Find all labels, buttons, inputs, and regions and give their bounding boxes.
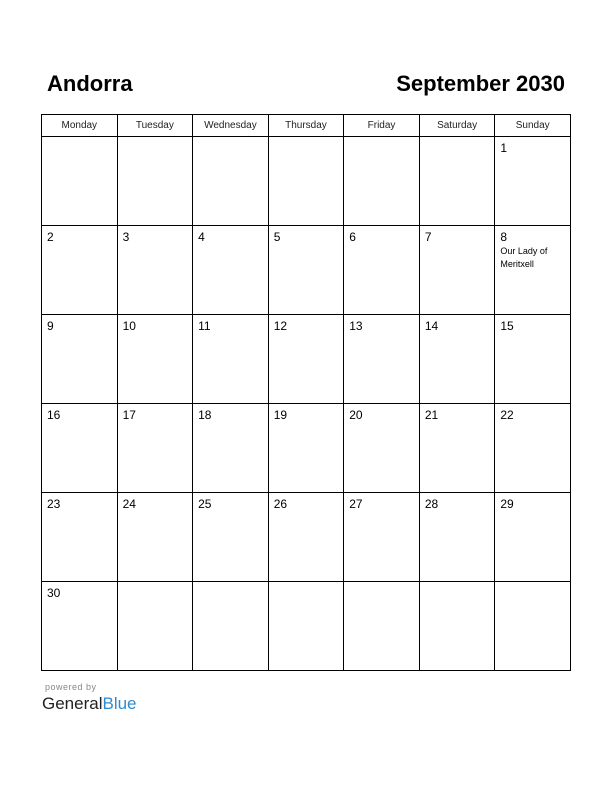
day-number: 27: [349, 497, 363, 511]
day-number: 29: [500, 497, 514, 511]
day-number: 17: [122, 408, 136, 422]
day-cell: [419, 404, 495, 493]
day-number: 14: [424, 319, 439, 333]
day-number: 13: [349, 319, 363, 333]
day-cell: [117, 137, 193, 226]
day-number: 16: [47, 408, 61, 422]
day-cell: [268, 315, 344, 404]
day-cell: [268, 226, 344, 315]
powered-by-label: powered by: [45, 682, 97, 692]
weekday-sunday: Sunday: [495, 115, 571, 137]
day-cell: [344, 404, 420, 493]
day-number: 12: [273, 319, 288, 333]
day-number: 20: [349, 408, 363, 422]
day-number: 7: [424, 230, 432, 244]
day-number: 21: [424, 408, 439, 422]
day-number: 6: [349, 230, 356, 244]
day-cell: [42, 493, 118, 582]
holiday-label: Our Lady of Meritxell: [500, 246, 548, 269]
day-cell: [42, 315, 118, 404]
day-cell: [193, 582, 269, 671]
country-title: Andorra: [47, 71, 133, 96]
weekday-tuesday: Tuesday: [117, 115, 193, 137]
day-cell: [193, 137, 269, 226]
day-number: [344, 582, 419, 587]
day-number: 28: [424, 497, 439, 511]
calendar-grid: [41, 114, 571, 671]
day-number: 30: [47, 586, 61, 600]
day-number: [420, 582, 495, 587]
day-cell: [117, 315, 193, 404]
week-row: [42, 582, 571, 671]
day-number: [193, 582, 268, 587]
weekday-header-row: [42, 115, 571, 137]
day-cell: [268, 404, 344, 493]
day-cell: [42, 404, 118, 493]
day-cell: [117, 582, 193, 671]
day-cell: [268, 137, 344, 226]
day-number: 3: [122, 230, 130, 244]
day-cell: [268, 582, 344, 671]
day-cell: [193, 315, 269, 404]
day-cell: [117, 493, 193, 582]
week-row: [42, 315, 571, 404]
day-cell: [42, 137, 118, 226]
week-row: [42, 226, 571, 315]
day-number: 5: [273, 230, 281, 244]
day-cell: [42, 226, 118, 315]
day-number: [118, 137, 193, 142]
month-title: September 2030: [396, 71, 565, 96]
footer-branding: [42, 682, 137, 715]
week-row: [42, 404, 571, 493]
day-number: 19: [273, 408, 288, 422]
day-number: 8: [500, 230, 508, 244]
day-number: 4: [198, 230, 205, 244]
day-cell: [419, 493, 495, 582]
day-number: [344, 137, 419, 142]
week-row: [42, 137, 571, 226]
day-cell: [495, 137, 571, 226]
day-number: 23: [47, 497, 61, 511]
day-cell: [268, 493, 344, 582]
weekday-wednesday: Wednesday: [193, 115, 269, 137]
day-cell: [495, 404, 571, 493]
day-cell: [193, 404, 269, 493]
day-cell: [193, 226, 269, 315]
day-number: 2: [47, 230, 54, 244]
day-cell: [117, 404, 193, 493]
weekday-saturday: Saturday: [419, 115, 495, 137]
day-number: 25: [198, 497, 212, 511]
day-number: [193, 137, 268, 142]
brand-blue-text: Blue: [102, 694, 137, 713]
day-number: 10: [122, 319, 136, 333]
weekday-thursday: Thursday: [268, 115, 344, 137]
day-number: 26: [273, 497, 288, 511]
day-cell: [495, 226, 571, 315]
day-number: [495, 582, 570, 587]
weekday-monday: Monday: [42, 115, 118, 137]
day-number: [42, 137, 117, 142]
day-cell: [419, 137, 495, 226]
day-number: 1: [500, 141, 508, 155]
day-number: 22: [500, 408, 514, 422]
day-cell: [495, 493, 571, 582]
day-cell: [344, 315, 420, 404]
day-cell: [419, 315, 495, 404]
day-cell: [42, 582, 118, 671]
day-number: 24: [122, 497, 136, 511]
day-number: [118, 582, 193, 587]
generalblue-logo: [42, 693, 137, 715]
day-number: 15: [500, 319, 514, 333]
day-cell: [419, 226, 495, 315]
day-cell: [193, 493, 269, 582]
day-cell: [344, 493, 420, 582]
day-cell: [495, 315, 571, 404]
day-cell: [344, 226, 420, 315]
day-cell: [419, 582, 495, 671]
week-row: [42, 493, 571, 582]
day-number: 11: [198, 319, 211, 333]
day-cell: [117, 226, 193, 315]
day-cell: [344, 137, 420, 226]
day-number: [269, 137, 344, 142]
day-cell: [495, 582, 571, 671]
day-number: [269, 582, 344, 587]
calendar-header: [41, 68, 571, 100]
brand-general-text: General: [42, 694, 103, 713]
day-number: [420, 137, 495, 142]
day-number: 9: [47, 319, 54, 333]
day-number: 18: [198, 408, 212, 422]
weekday-friday: Friday: [344, 115, 420, 137]
day-cell: [344, 582, 420, 671]
